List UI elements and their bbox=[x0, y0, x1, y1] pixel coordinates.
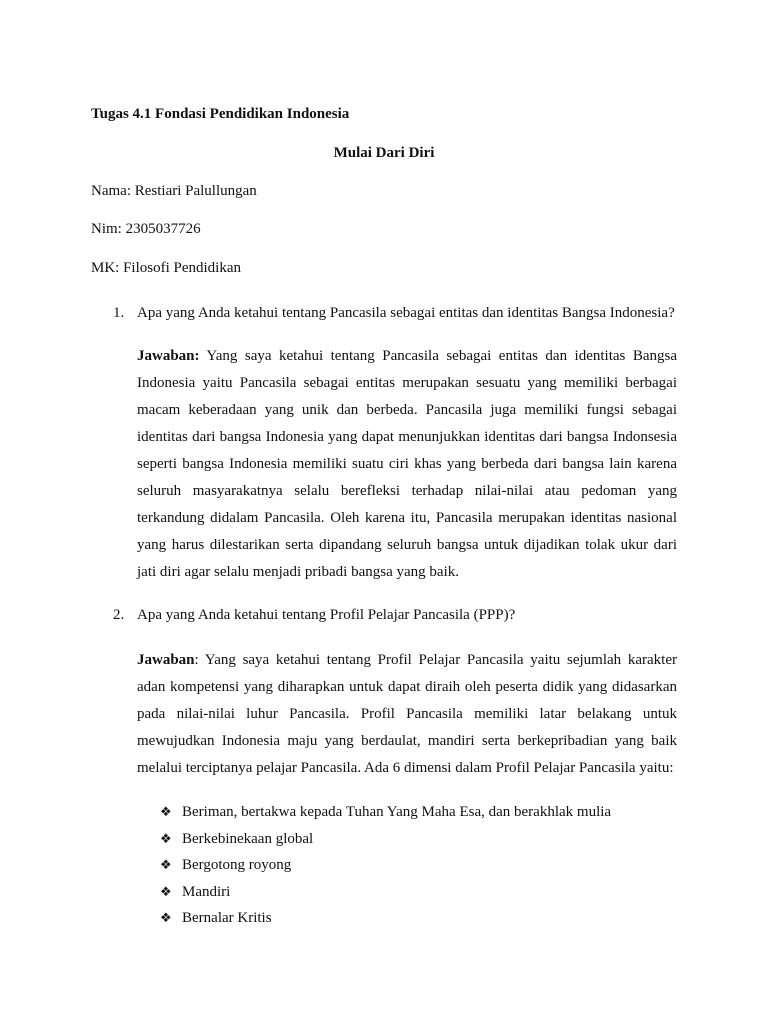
document-title: Tugas 4.1 Fondasi Pendidikan Indonesia bbox=[91, 106, 350, 122]
question-2-number: 2. bbox=[113, 607, 125, 623]
diamond-bullet-icon: ❖ bbox=[160, 858, 172, 874]
answer-1-label: Jawaban: bbox=[137, 348, 200, 364]
answer-2-text: : Yang saya ketahui tentang Profil Pelajar Pancasila yaitu sejumlah karakter adan kompetensi yang diharapkan untuk dapat diraih oleh peserta didik yang didasarkan pada nilai-nilai luhur Pancasila. Profil Pancasila memiliki latar belakang untuk mewujudkan Indonesia maju yang berdaulat, mandiri serta berkepribadian yang baik melalui terciptanya pelajar Pancasila. Ada 6 dimensi dalam Profil Pelajar Pancasila yaitu: bbox=[137, 652, 677, 776]
question-1 bbox=[113, 304, 675, 322]
question-1-number: 1. bbox=[113, 305, 125, 321]
course-name: MK: Filosofi Pendidikan bbox=[91, 260, 242, 276]
student-nim: Nim: 2305037726 bbox=[91, 221, 201, 237]
list-item: ❖ Berkebinekaan global bbox=[160, 830, 314, 847]
diamond-bullet-icon: ❖ bbox=[160, 805, 172, 820]
answer-2 bbox=[137, 647, 677, 782]
student-name: Nama: Restiari Palullungan bbox=[91, 183, 257, 199]
diamond-bullet-icon: ❖ bbox=[160, 831, 172, 847]
diamond-bullet-icon: ❖ bbox=[160, 911, 172, 927]
answer-2-label: Jawaban bbox=[137, 652, 195, 668]
answer-1 bbox=[137, 343, 677, 586]
diamond-bullet-icon: ❖ bbox=[160, 884, 172, 900]
answer-1-text: Yang saya ketahui tentang Pancasila sebagai entitas dan identitas Bangsa Indonesia yaitu Pancasila sebagai entitas merupakan sesuatu yang memiliki berbagai macam keberadaan yang unik dan berbeda. Pancasila juga memiliki fungsi sebagai identitas dari bangsa Indonesia yang dapat menunjukkan identitas dari bangsa Indonsesia seperti bangsa Indonesia memiliki suatu ciri khas yang berbeda dari bangsa lain karena seluruh masyarakatnya selalu berefleksi terhadap nilai-nilai atau pedoman yang terkandung didalam Pancasila. Oleh karena itu, Pancasila merupakan identitas nasional yang harus dilestarikan serta dipandang seluruh bangsa untuk dijadikan tolak ukur dari jati diri agar selalu menjadi pribadi bangsa yang baik. bbox=[137, 348, 677, 580]
document-subtitle: Mulai Dari Diri bbox=[333, 145, 435, 161]
list-item: ❖ Bergotong royong bbox=[160, 857, 292, 874]
question-1-text: Apa yang Anda ketahui tentang Pancasila sebagai entitas dan identitas Bangsa Indonesia? bbox=[137, 305, 675, 321]
question-2 bbox=[113, 606, 515, 624]
list-item: ❖ Bernalar Kritis bbox=[160, 910, 272, 927]
dimensions-list bbox=[160, 803, 611, 936]
question-2-text: Apa yang Anda ketahui tentang Profil Pelajar Pancasila (PPP)? bbox=[137, 607, 516, 623]
list-item: ❖ Beriman, bertakwa kepada Tuhan Yang Maha Esa, dan berakhlak mulia bbox=[160, 804, 612, 820]
list-item: ❖ Mandiri bbox=[160, 883, 231, 900]
